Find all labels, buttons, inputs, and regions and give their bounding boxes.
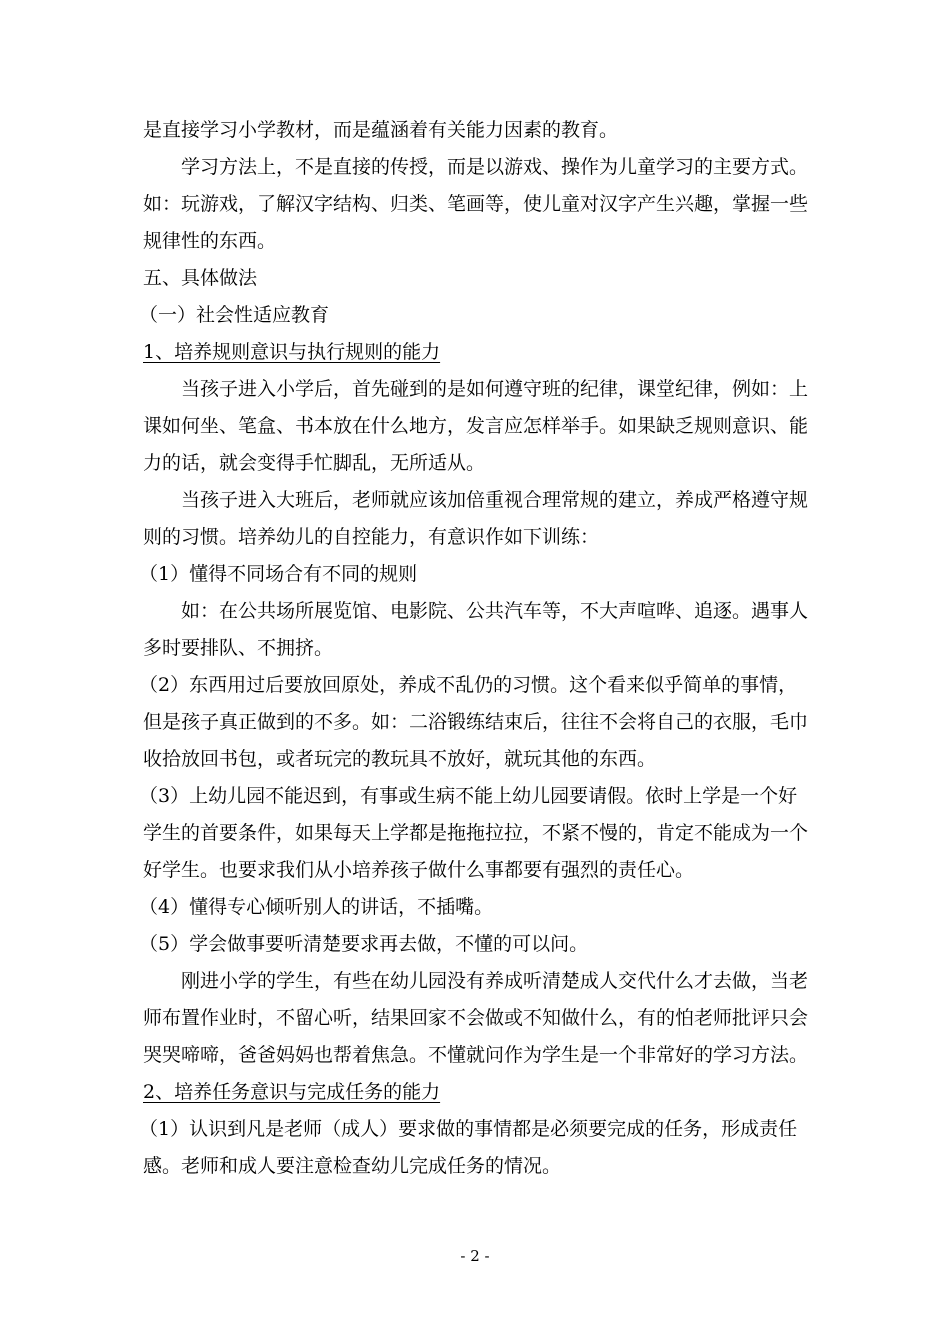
list-item-line: （1）懂得不同场合有不同的规则 (139, 563, 418, 585)
paragraph-line: 但是孩子真正做到的不多。如：二浴锻练结束后，往往不会将自己的衣服，毛巾 (143, 711, 809, 733)
paragraph-line: 哭哭啼啼，爸爸妈妈也帮着焦急。不懂就问作为学生是一个非常好的学习方法。 (143, 1044, 809, 1066)
paragraph-line: 师布置作业时，不留心听，结果回家不会做或不知做什么，有的怕老师批评只会 (143, 1007, 809, 1029)
page-number: - 2 - (460, 1247, 490, 1265)
paragraph-line: 则的习惯。培养幼儿的自控能力，有意识作如下训练： (143, 526, 600, 548)
list-item-line: （2）东西用过后要放回原处，养成不乱仍的习惯。这个看来似乎简单的事情， (139, 674, 798, 696)
paragraph-line: 课如何坐、笔盒、书本放在什么地方，发言应怎样举手。如果缺乏规则意识、能 (143, 415, 809, 437)
subsection-heading: （一）社会性适应教育 (139, 304, 330, 326)
paragraph-line: 收拾放回书包，或者玩完的教玩具不放好，就玩其他的东西。 (143, 748, 657, 770)
paragraph-line: 当孩子进入小学后，首先碰到的是如何遵守班的纪律，课堂纪律，例如：上 (181, 378, 809, 400)
document-body (139, 112, 809, 1185)
section-heading: 五、具体做法 (143, 267, 258, 289)
paragraph-line: 学习方法上，不是直接的传授，而是以游戏、操作为儿童学习的主要方式。 (181, 156, 809, 178)
paragraph-line: 是直接学习小学教材，而是蕴涵着有关能力因素的教育。 (143, 119, 619, 141)
paragraph-line: 力的话，就会变得手忙脚乱，无所适从。 (143, 452, 486, 474)
paragraph-line: 如：在公共场所展览馆、电影院、公共汽车等，不大声喧哗、追逐。遇事人 (181, 600, 809, 622)
paragraph-line: 如：玩游戏，了解汉字结构、归类、笔画等，使儿童对汉字产生兴趣，掌握一些 (143, 193, 809, 215)
list-item-line: （3）上幼儿园不能迟到，有事或生病不能上幼儿园要请假。依时上学是一个好 (139, 785, 798, 807)
underlined-heading (143, 1074, 807, 1111)
paragraph-line: 规律性的东西。 (143, 230, 277, 252)
paragraph-line: 感。老师和成人要注意检查幼儿完成任务的情况。 (143, 1155, 562, 1177)
underlined-heading-text: 1、培养规则意识与执行规则的能力 (143, 341, 441, 363)
list-item-line: （1）认识到凡是老师（成人）要求做的事情都是必须要完成的任务，形成责任 (139, 1118, 798, 1140)
paragraph-line: 刚进小学的学生，有些在幼儿园没有养成听清楚成人交代什么才去做，当老 (181, 970, 809, 992)
list-item-line: （5）学会做事要听清楚要求再去做，不懂的可以问。 (139, 933, 589, 955)
paragraph-line: 学生的首要条件，如果每天上学都是拖拖拉拉，不紧不慢的，肯定不能成为一个 (143, 822, 809, 844)
underlined-heading-text: 2、培养任务意识与完成任务的能力 (143, 1081, 441, 1103)
paragraph-line: 多时要排队、不拥挤。 (143, 637, 334, 659)
paragraph-line: 好学生。也要求我们从小培养孩子做什么事都要有强烈的责任心。 (143, 859, 695, 881)
underlined-heading (143, 334, 807, 371)
paragraph-line: 当孩子进入大班后，老师就应该加倍重视合理常规的建立，养成严格遵守规 (181, 489, 809, 511)
list-item-line: （4）懂得专心倾听别人的讲话，不插嘴。 (139, 896, 494, 918)
